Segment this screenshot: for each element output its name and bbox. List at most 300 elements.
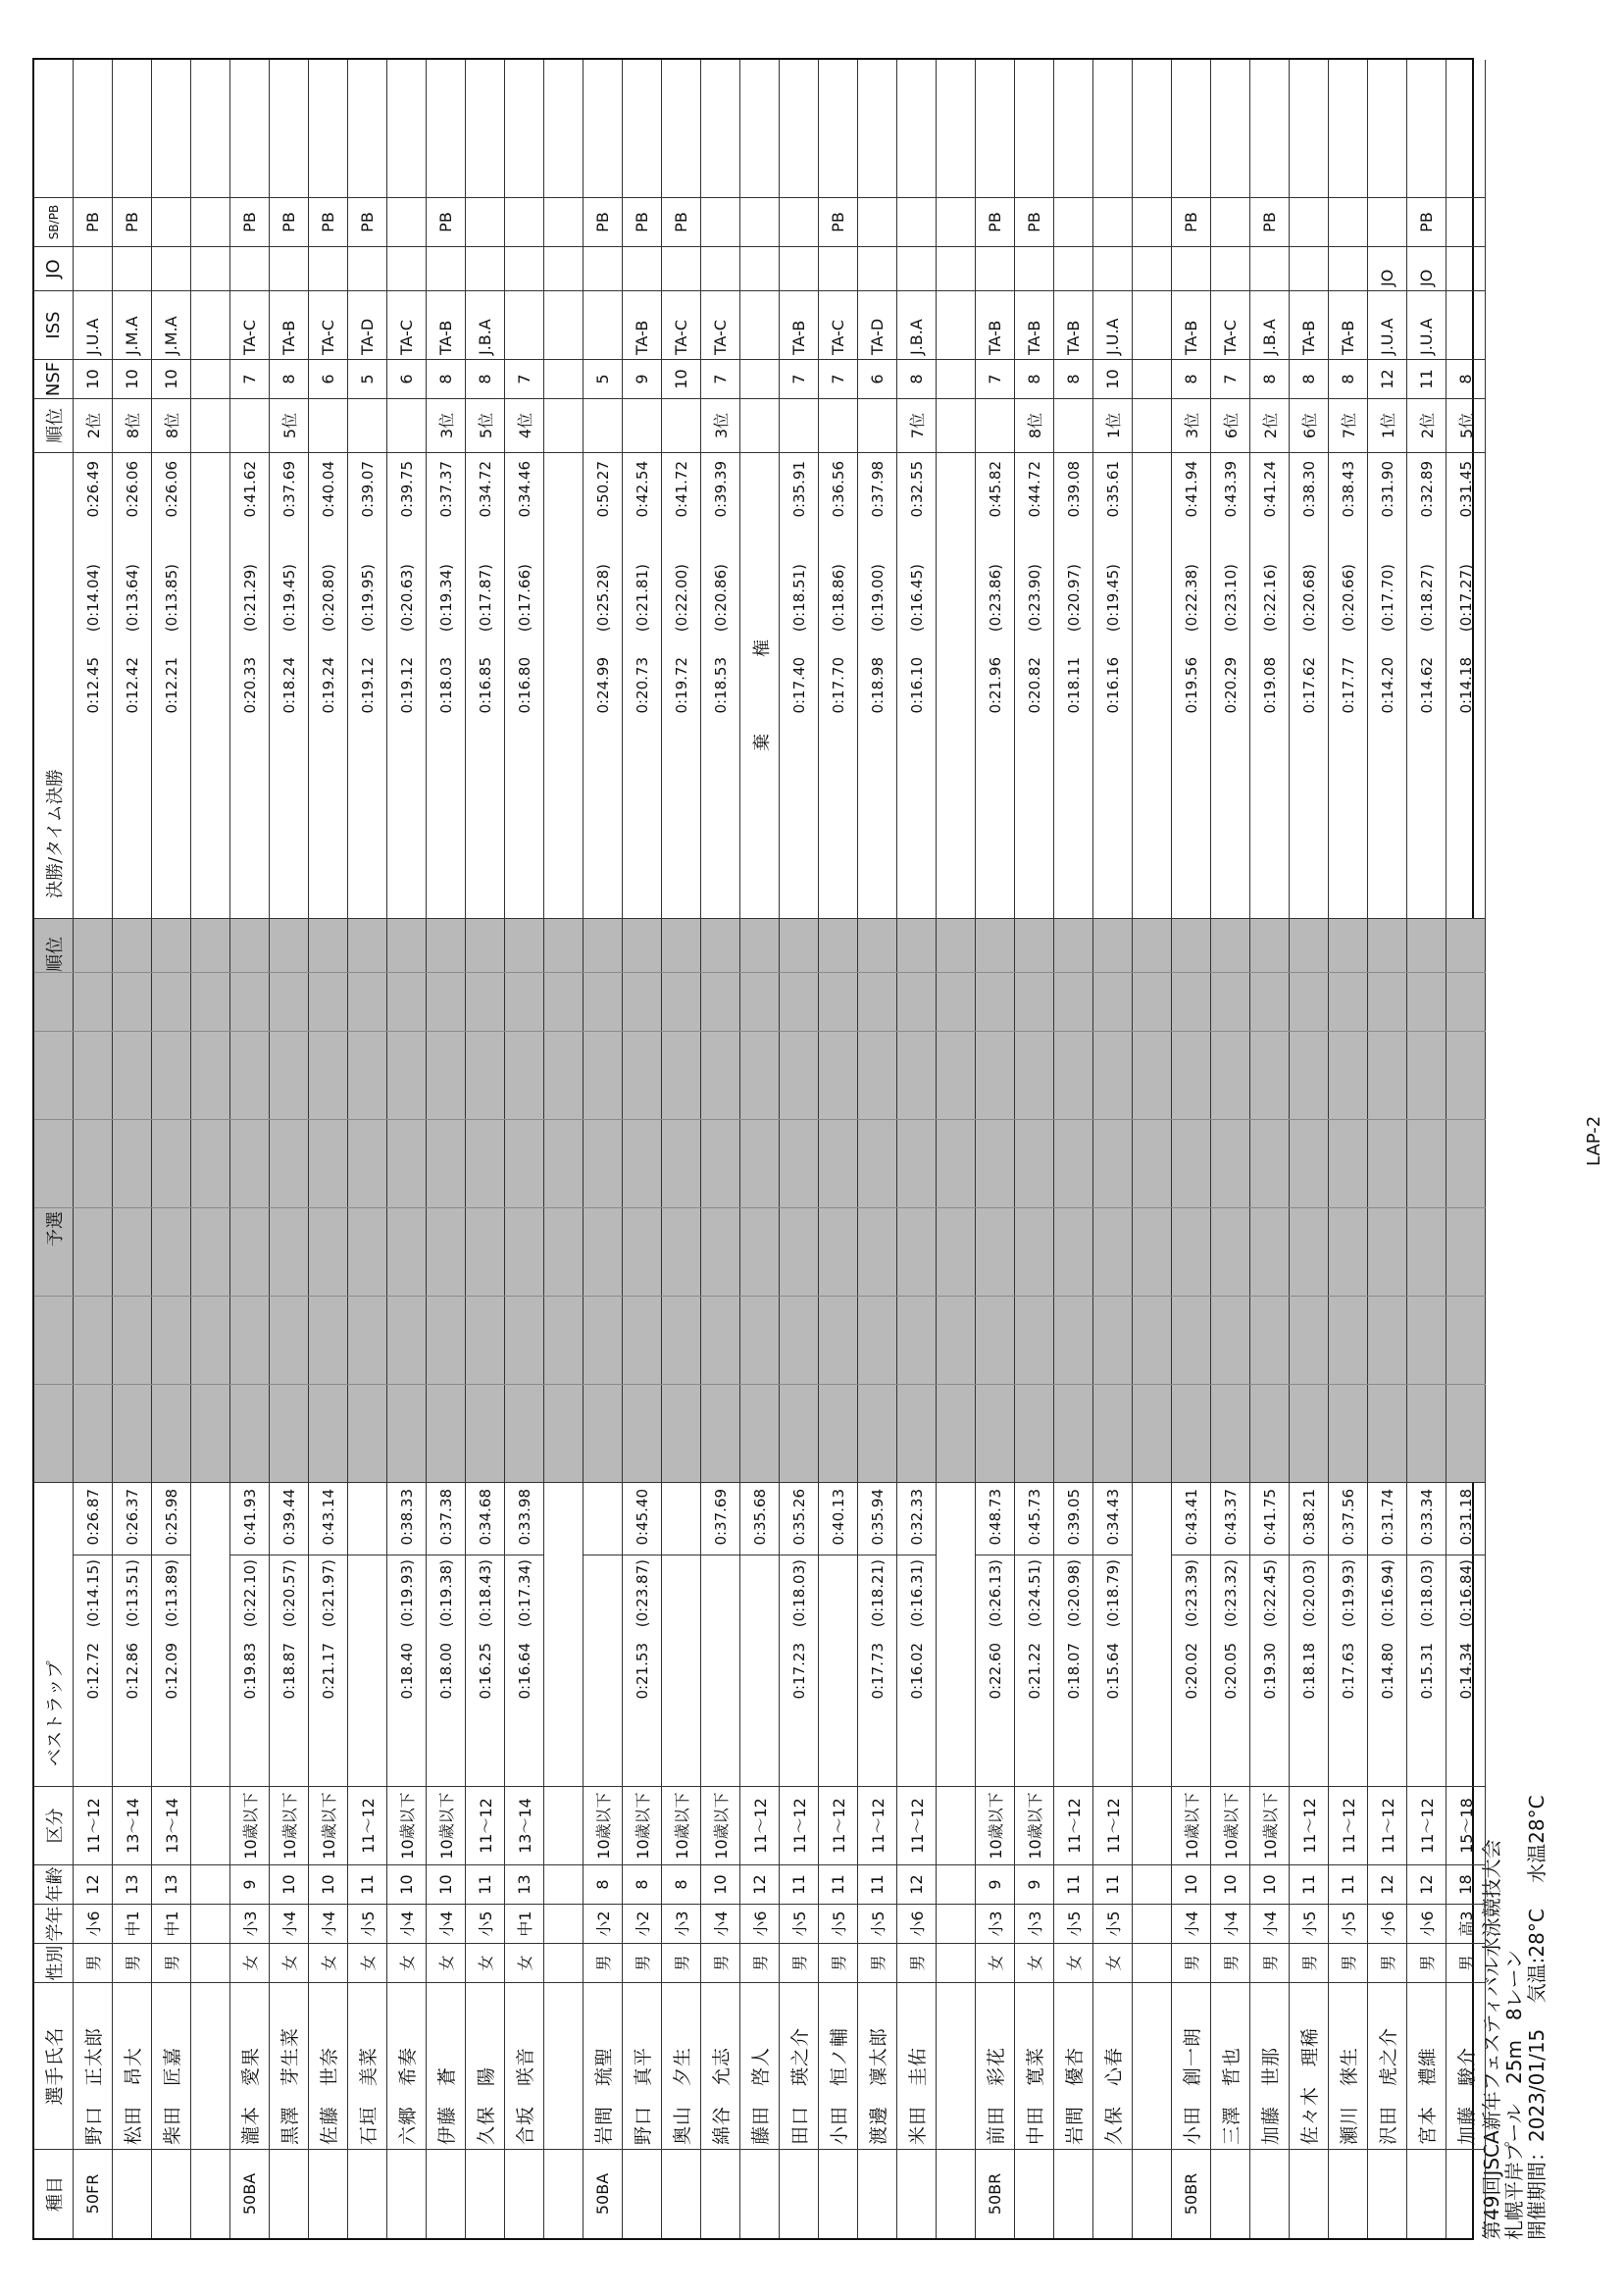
cell-best	[152, 1483, 190, 1787]
cell-iss	[937, 291, 975, 360]
header-age: 年齢	[34, 1865, 73, 1905]
cell-event	[152, 2150, 190, 2238]
cell-event	[309, 2150, 347, 2238]
cell-nsf: 8	[427, 360, 465, 399]
cell-final	[623, 453, 661, 919]
cell-event	[1290, 2150, 1328, 2238]
cell-rank	[819, 399, 857, 453]
header-best: ベストラップ	[34, 1483, 73, 1787]
cell-iss	[1446, 291, 1485, 360]
cell-grade: 小5	[858, 1905, 896, 1944]
split-time: (0:23.32)	[1221, 1559, 1240, 1628]
cell-best	[348, 1483, 386, 1787]
cell-nsf: 6	[309, 360, 347, 399]
cell-jo	[505, 247, 543, 291]
split-time: (0:18.03)	[1417, 1559, 1436, 1628]
split-time: (0:18.03)	[789, 1559, 808, 1628]
cell-empty	[1211, 60, 1249, 198]
cell-event	[1054, 2150, 1092, 2238]
total-time: 0:35.26	[780, 1485, 818, 1555]
split-time: (0:23.86)	[986, 564, 1004, 633]
cell-event	[1250, 2150, 1289, 2238]
cell-age: 11	[466, 1865, 504, 1905]
cell-event: 50BA	[240, 2172, 259, 2216]
cell-div: 11～12	[1329, 1787, 1367, 1865]
split-time: (0:21.97)	[319, 1559, 337, 1628]
cell-jo	[1133, 247, 1171, 291]
cell-pb: PB	[113, 198, 151, 247]
total-time: 0:38.30	[1299, 461, 1318, 518]
split-time: 0:12.45	[83, 657, 102, 714]
cell-age: 13	[505, 1865, 543, 1905]
cell-sex: 男	[858, 1944, 896, 1983]
cell-empty	[427, 60, 465, 198]
cell-nsf	[1133, 360, 1171, 399]
total-time: 0:33.34	[1407, 1485, 1446, 1555]
split-time: 0:17.73	[868, 1643, 887, 1700]
cell-grade: 高3	[1446, 1905, 1485, 1944]
cell-div: 10歳以下	[1250, 1787, 1289, 1865]
cell-div: 10歳以下	[427, 1787, 465, 1865]
split-time: 0:14.62	[1417, 657, 1436, 714]
cell-name	[544, 1983, 583, 2150]
venue-line: 札幌平岸プール 25m 8レーン	[1502, 1949, 1526, 2240]
cell-pb	[191, 198, 229, 247]
cell-pb	[1290, 198, 1328, 247]
cell-nsf: 7	[819, 360, 857, 399]
cell-rank: 5位	[466, 399, 504, 453]
cell-grade: 小4	[701, 1905, 739, 1944]
cell-best	[1290, 1483, 1328, 1787]
cell-rank	[1054, 399, 1092, 453]
cell-event	[1368, 2150, 1406, 2238]
cell-prelim	[309, 919, 347, 1483]
cell-pb	[1329, 198, 1367, 247]
split-time	[348, 1555, 386, 1639]
cell-rank	[662, 399, 700, 453]
cell-prelim	[937, 919, 975, 1483]
cell-best	[662, 1483, 700, 1787]
split-time: 0:20.29	[1221, 657, 1240, 714]
split-time: 0:20.33	[240, 657, 259, 714]
total-time: 0:32.33	[897, 1485, 936, 1555]
cell-pb: PB	[819, 198, 857, 247]
cell-rank: 7位	[897, 399, 936, 453]
cell-nsf	[544, 360, 583, 399]
split-time: 0:20.05	[1221, 1643, 1240, 1700]
cell-nsf: 7	[780, 360, 818, 399]
split-time: 0:19.56	[1182, 657, 1200, 714]
split-time: 0:17.77	[1339, 657, 1357, 714]
cell-iss: J.M.A	[152, 291, 190, 360]
cell-prelim	[74, 919, 112, 1483]
cell-event	[113, 2150, 151, 2238]
cell-rank: 8位	[1015, 399, 1053, 453]
cell-grade	[191, 1905, 229, 1944]
cell-iss: J.M.A	[113, 291, 151, 360]
cell-final	[1250, 453, 1289, 919]
split-time: (0:21.29)	[240, 564, 259, 633]
cell-empty	[270, 60, 308, 198]
cell-event: 50BA	[593, 2172, 612, 2216]
cell-name: 小田 恒ノ輔	[819, 1983, 857, 2150]
cell-empty	[466, 60, 504, 198]
cell-rank: 2位	[1407, 399, 1446, 453]
table-row	[584, 60, 623, 2238]
total-time: 0:37.69	[279, 461, 298, 518]
abstain-label: 棄 権	[752, 610, 773, 751]
cell-best	[427, 1483, 465, 1787]
total-time: 0:40.04	[319, 461, 337, 518]
split-time: 0:12.21	[162, 657, 180, 714]
cell-event	[1133, 2150, 1171, 2238]
cell-prelim	[348, 919, 386, 1483]
total-time: 0:45.40	[623, 1485, 661, 1555]
cell-iss: TA-C	[701, 291, 739, 360]
cell-div: 10歳以下	[1211, 1787, 1249, 1865]
cell-final	[701, 453, 739, 919]
cell-empty	[819, 60, 857, 198]
header-prelim	[34, 919, 73, 1483]
cell-jo	[230, 247, 269, 291]
cell-rank: 3位	[701, 399, 739, 453]
prelim-grid-line	[34, 1207, 1486, 1208]
cell-grade: 小4	[309, 1905, 347, 1944]
total-time: 0:50.27	[593, 461, 612, 518]
cell-pb: PB	[270, 198, 308, 247]
cell-pb	[701, 198, 739, 247]
cell-best	[191, 1483, 229, 1787]
cell-prelim	[544, 919, 583, 1483]
split-time: 0:17.62	[1299, 657, 1318, 714]
cell-age: 9	[1015, 1865, 1053, 1905]
cell-sex: 男	[897, 1944, 936, 1983]
cell-age: 9	[976, 1865, 1014, 1905]
table-row	[230, 60, 270, 2238]
cell-age: 12	[74, 1865, 112, 1905]
cell-grade: 小3	[976, 1905, 1014, 1944]
cell-age: 8	[662, 1865, 700, 1905]
header-empty	[34, 60, 73, 198]
cell-pb: PB	[427, 198, 465, 247]
cell-iss: TA-C	[819, 291, 857, 360]
spacer-row	[191, 60, 230, 2238]
cell-nsf	[937, 360, 975, 399]
table-row	[701, 60, 740, 2238]
cell-prelim	[1172, 919, 1210, 1483]
cell-jo	[1054, 247, 1092, 291]
cell-prelim	[1211, 919, 1249, 1483]
cell-jo	[701, 247, 739, 291]
cell-event	[1093, 2150, 1132, 2238]
split-time: 0:16.16	[1103, 657, 1122, 714]
table-row	[74, 60, 113, 2238]
cell-jo	[740, 247, 779, 291]
split-time: 0:14.18	[1456, 657, 1475, 714]
cell-grade: 小3	[1015, 1905, 1053, 1944]
cell-best	[270, 1483, 308, 1787]
table-row	[819, 60, 858, 2238]
split-time: 0:19.83	[240, 1643, 259, 1700]
cell-empty	[858, 60, 896, 198]
cell-grade: 小6	[1407, 1905, 1446, 1944]
table-header	[34, 60, 74, 2238]
cell-name: 久保 陽	[466, 1983, 504, 2150]
split-time: 0:19.12	[397, 657, 416, 714]
split-time: (0:20.63)	[397, 564, 416, 633]
cell-pb	[1054, 198, 1092, 247]
cell-event	[1407, 2150, 1446, 2238]
total-time: 0:36.56	[829, 461, 847, 518]
table-row	[780, 60, 819, 2238]
split-time: 0:14.34	[1456, 1643, 1475, 1700]
cell-age: 12	[1407, 1865, 1446, 1905]
cell-nsf: 8	[1172, 360, 1210, 399]
split-time: (0:17.66)	[515, 564, 533, 633]
cell-rank: 5位	[270, 399, 308, 453]
header-grade: 学年	[34, 1905, 73, 1944]
cell-best	[701, 1483, 739, 1787]
cell-grade: 小5	[348, 1905, 386, 1944]
cell-age: 10	[1172, 1865, 1210, 1905]
total-time: 0:41.75	[1250, 1485, 1289, 1555]
cell-prelim	[858, 919, 896, 1483]
split-time	[584, 1639, 622, 1786]
cell-iss	[191, 291, 229, 360]
total-time: 0:44.72	[1025, 461, 1043, 518]
cell-div: 10歳以下	[387, 1787, 426, 1865]
total-time: 0:43.41	[1172, 1485, 1210, 1555]
cell-iss: J.B.A	[1250, 291, 1289, 360]
cell-name: 沢田 虎之介	[1368, 1983, 1406, 2150]
header-pb: SB/PB	[34, 198, 73, 247]
cell-empty	[74, 60, 112, 198]
cell-final	[152, 453, 190, 919]
cell-name: 綿谷 允志	[701, 1983, 739, 2150]
cell-prelim	[1093, 919, 1132, 1483]
cell-name: 佐藤 世奈	[309, 1983, 347, 2150]
cell-sex: 男	[701, 1944, 739, 1983]
cell-event	[897, 2150, 936, 2238]
cell-empty	[740, 60, 779, 198]
total-time: 0:35.94	[858, 1485, 896, 1555]
cell-sex: 女	[505, 1944, 543, 1983]
cell-best	[113, 1483, 151, 1787]
cell-nsf: 7	[701, 360, 739, 399]
cell-prelim	[152, 919, 190, 1483]
spacer-row	[937, 60, 976, 2238]
cell-name: 合坂 咲音	[505, 1983, 543, 2150]
table-row	[1446, 60, 1486, 2238]
cell-pb: PB	[584, 198, 622, 247]
cell-div	[191, 1787, 229, 1865]
cell-grade: 小3	[662, 1905, 700, 1944]
cell-event	[466, 2150, 504, 2238]
total-time: 0:38.43	[1339, 461, 1357, 518]
cell-iss: J.B.A	[466, 291, 504, 360]
cell-name: 岩間 優杏	[1054, 1983, 1092, 2150]
cell-nsf: 8	[1054, 360, 1092, 399]
total-time: 0:34.43	[1093, 1485, 1132, 1555]
split-time: 0:24.99	[593, 657, 612, 714]
cell-age: 11	[858, 1865, 896, 1905]
total-time: 0:35.61	[1103, 461, 1122, 518]
cell-grade	[937, 1905, 975, 1944]
cell-nsf: 7	[1211, 360, 1249, 399]
cell-final	[387, 453, 426, 919]
header-name: 選手氏名	[34, 1983, 73, 2150]
split-time: (0:16.94)	[1378, 1559, 1396, 1628]
cell-nsf: 6	[387, 360, 426, 399]
cell-rank	[348, 399, 386, 453]
split-time: 0:16.85	[476, 657, 494, 714]
cell-pb	[544, 198, 583, 247]
prelim-grid-line	[34, 1296, 1486, 1297]
cell-div: 13～14	[152, 1787, 190, 1865]
cell-pb	[1093, 198, 1132, 247]
cell-jo	[466, 247, 504, 291]
total-time	[584, 1485, 622, 1555]
cell-best	[466, 1483, 504, 1787]
split-time: (0:20.86)	[711, 564, 730, 633]
cell-age: 10	[1250, 1865, 1289, 1905]
cell-age: 11	[819, 1865, 857, 1905]
cell-name: 田口 瑛之介	[780, 1983, 818, 2150]
cell-empty	[387, 60, 426, 198]
cell-jo	[1250, 247, 1289, 291]
cell-name: 黒澤 芽生菜	[270, 1983, 308, 2150]
cell-grade: 中1	[113, 1905, 151, 1944]
cell-name: 三澤 哲也	[1211, 1983, 1249, 2150]
results-table	[32, 58, 1478, 2240]
cell-name: 小田 創一朗	[1172, 1983, 1210, 2150]
total-time: 0:40.13	[819, 1485, 857, 1555]
cell-iss: TA-B	[1054, 291, 1092, 360]
cell-nsf	[191, 360, 229, 399]
cell-best	[1093, 1483, 1132, 1787]
cell-event	[662, 2150, 700, 2238]
split-time	[662, 1555, 700, 1639]
total-time: 0:38.21	[1290, 1485, 1328, 1555]
cell-pb: PB	[1407, 198, 1446, 247]
cell-age: 8	[584, 1865, 622, 1905]
cell-empty	[662, 60, 700, 198]
table-row	[976, 60, 1015, 2238]
cell-div: 11～12	[858, 1787, 896, 1865]
cell-pb	[466, 198, 504, 247]
cell-sex: 男	[780, 1944, 818, 1983]
total-time: 0:39.39	[711, 461, 730, 518]
table-row	[1172, 60, 1211, 2238]
table-row	[1054, 60, 1093, 2238]
cell-div	[1133, 1787, 1171, 1865]
cell-div	[937, 1787, 975, 1865]
cell-empty	[113, 60, 151, 198]
split-time: (0:16.31)	[907, 1559, 926, 1628]
cell-div: 11～12	[1407, 1787, 1446, 1865]
total-time: 0:37.38	[427, 1485, 465, 1555]
split-time: (0:23.87)	[633, 1559, 651, 1628]
cell-age	[191, 1865, 229, 1905]
cell-rank	[387, 399, 426, 453]
cell-iss: TA-D	[348, 291, 386, 360]
split-time: (0:19.45)	[1103, 564, 1122, 633]
cell-iss	[544, 291, 583, 360]
cell-name: 石垣 美菜	[348, 1983, 386, 2150]
cell-empty	[1250, 60, 1289, 198]
split-time: 0:17.40	[789, 657, 808, 714]
cell-jo	[937, 247, 975, 291]
cell-pb	[1446, 198, 1485, 247]
cell-grade: 小2	[584, 1905, 622, 1944]
cell-jo	[662, 247, 700, 291]
cell-div: 10歳以下	[976, 1787, 1014, 1865]
cell-age: 12	[740, 1865, 779, 1905]
split-time: 0:19.24	[319, 657, 337, 714]
cell-empty	[623, 60, 661, 198]
cell-prelim	[466, 919, 504, 1483]
cell-age: 12	[897, 1865, 936, 1905]
split-time: (0:22.00)	[672, 564, 690, 633]
cell-iss: TA-B	[1329, 291, 1367, 360]
cell-pb: PB	[662, 198, 700, 247]
split-time: (0:23.10)	[1221, 564, 1240, 633]
split-time: 0:16.25	[476, 1643, 494, 1700]
cell-best	[505, 1483, 543, 1787]
cell-div: 11～12	[348, 1787, 386, 1865]
cell-age: 10	[1211, 1865, 1249, 1905]
cell-event	[819, 2150, 857, 2238]
cell-best	[309, 1483, 347, 1787]
cell-nsf: 10	[1093, 360, 1132, 399]
total-time: 0:26.37	[113, 1485, 151, 1555]
cell-sex: 男	[662, 1944, 700, 1983]
cell-final	[309, 453, 347, 919]
cell-event	[505, 2150, 543, 2238]
cell-jo: JO	[1407, 247, 1446, 291]
cell-rank	[230, 399, 269, 453]
cell-div: 10歳以下	[309, 1787, 347, 1865]
cell-name: 柴田 匠嘉	[152, 1983, 190, 2150]
cell-rank: 5位	[1446, 399, 1485, 453]
cell-pb	[897, 198, 936, 247]
cell-grade: 小5	[466, 1905, 504, 1944]
cell-grade: 小4	[387, 1905, 426, 1944]
cell-sex	[191, 1944, 229, 1983]
cell-empty	[1407, 60, 1446, 198]
cell-div: 11～12	[897, 1787, 936, 1865]
cell-event	[780, 2150, 818, 2238]
cell-empty	[505, 60, 543, 198]
cell-empty	[1133, 60, 1171, 198]
split-time	[662, 1639, 700, 1786]
total-time: 0:35.91	[789, 461, 808, 518]
split-time: (0:19.38)	[436, 1559, 455, 1628]
cell-sex: 女	[1054, 1944, 1092, 1983]
cell-empty	[1446, 60, 1485, 198]
table-row	[152, 60, 191, 2238]
cell-age: 10	[309, 1865, 347, 1905]
cell-sex: 男	[1290, 1944, 1328, 1983]
cell-jo	[1015, 247, 1053, 291]
cell-age: 11	[348, 1865, 386, 1905]
cell-pb	[1211, 198, 1249, 247]
cell-rank: 3位	[427, 399, 465, 453]
split-time	[819, 1639, 857, 1786]
split-time: (0:13.51)	[123, 1559, 141, 1628]
split-time	[819, 1555, 857, 1639]
cell-final	[505, 453, 543, 919]
